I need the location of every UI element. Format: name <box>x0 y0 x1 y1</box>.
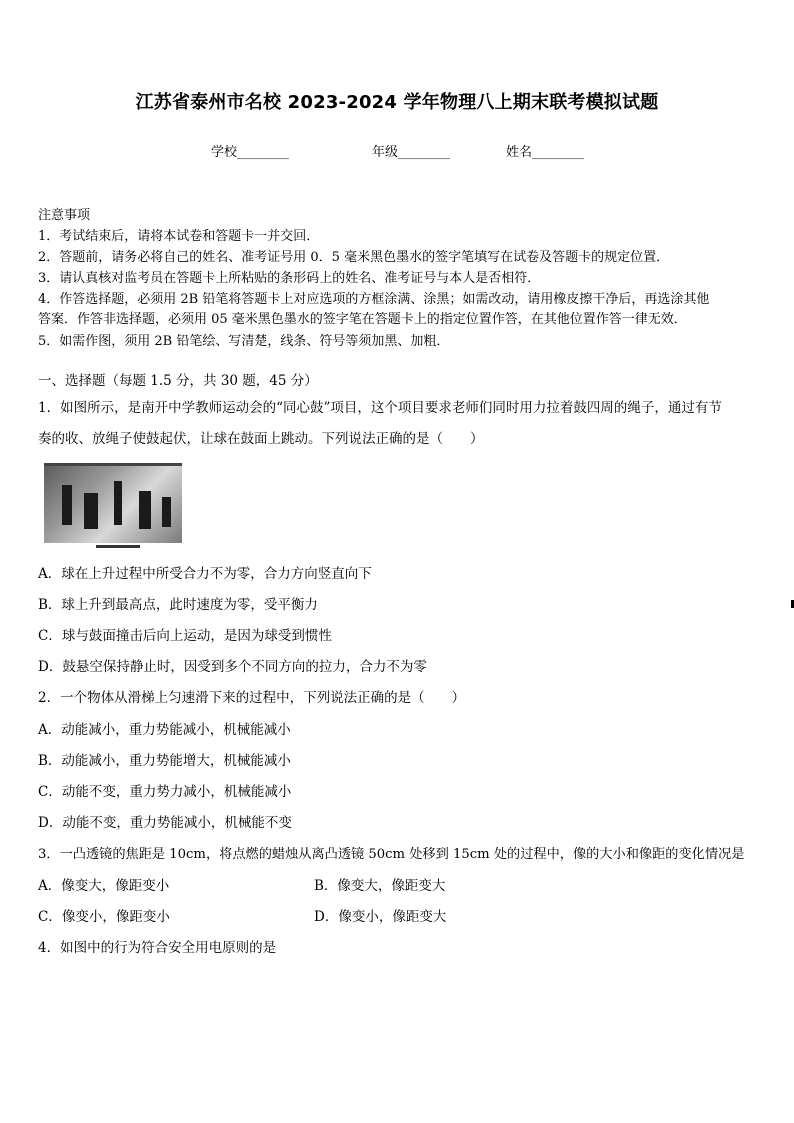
note-item: 2．答题前，请务必将自己的姓名、准考证号用 0．5 毫米黑色墨水的签字笔填写在试卷及答题卡的规定位置． <box>38 250 670 265</box>
question-3-option-b[interactable]: B．像变大，像距变大 <box>314 878 446 894</box>
question-1-option-a[interactable]: A．球在上升过程中所受合力不为零，合力方向竖直向下 <box>38 566 372 582</box>
question-1-stem-cont: 奏的收、放绳子使鼓起伏，让球在鼓面上跳动。下列说法正确的是（ ） <box>38 431 484 447</box>
question-1-stem: 1．如图所示，是南开中学教师运动会的“同心鼓”项目，这个项目要求老师们同时用力拉着鼓四周的绳子，通过有节 <box>38 400 722 416</box>
photo-caption-mark <box>96 545 140 548</box>
note-item: 3．请认真核对监考员在答题卡上所粘贴的条形码上的姓名、准考证号与本人是否相符． <box>38 271 541 286</box>
note-item: 答案．作答非选择题，必须用 05 毫米黑色墨水的签字笔在答题卡上的指定位置作答，在其他位置作答一律无效． <box>38 312 687 327</box>
school-field[interactable]: 学校________ <box>211 145 290 160</box>
note-item: 5．如需作图，须用 2B 铅笔绘、写清楚，线条、符号等须加黑、加粗． <box>38 334 450 349</box>
question-3-option-c[interactable]: C．像变小，像距变小 <box>38 909 170 925</box>
note-item: 1．考试结束后，请将本试卷和答题卡一并交回． <box>38 229 320 244</box>
question-2-option-b[interactable]: B．动能减小，重力势能增大，机械能减小 <box>38 753 291 769</box>
question-1-option-d[interactable]: D．鼓悬空保持静止时，因受到多个不同方向的拉力，合力不为零 <box>38 659 427 675</box>
grade-field[interactable]: 年级________ <box>372 145 451 160</box>
drum-photo <box>44 463 182 543</box>
note-item: 4．作答选择题，必须用 2B 铅笔将答题卡上对应选项的方框涂满、涂黑；如需改动，请用橡皮擦干净后，再选涂其他 <box>38 292 710 307</box>
notes-heading: 注意事项 <box>38 208 91 223</box>
question-3-stem: 3．一凸透镜的焦距是 10cm，将点燃的蜡烛从离凸透镜 50cm 处移到 15cm 处的过程中，像的大小和像距的变化情况是 <box>38 847 745 862</box>
question-2-option-d[interactable]: D．动能不变，重力势能减小，机械能不变 <box>38 815 292 831</box>
section-heading: 一、选择题（每题 1.5 分，共 30 题，45 分） <box>38 373 318 389</box>
question-2-stem: 2．一个物体从滑梯上匀速滑下来的过程中，下列说法正确的是（ ） <box>38 690 466 706</box>
name-field[interactable]: 姓名________ <box>506 145 585 160</box>
question-2-option-c[interactable]: C．动能不变，重力势力减小，机械能减小 <box>38 784 292 800</box>
page-title: 江苏省泰州市名校 2023-2024 学年物理八上期末联考模拟试题 <box>135 92 659 113</box>
question-1-option-b[interactable]: B．球上升到最高点，此时速度为零，受平衡力 <box>38 597 318 613</box>
question-2-option-a[interactable]: A．动能减小，重力势能减小，机械能减小 <box>38 722 291 738</box>
question-1-option-c[interactable]: C．球与鼓面撞击后向上运动，是因为球受到惯性 <box>38 628 332 644</box>
question-4-stem: 4．如图中的行为符合安全用电原则的是 <box>38 940 277 956</box>
question-3-option-a[interactable]: A．像变大，像距变小 <box>38 878 170 894</box>
question-3-option-d[interactable]: D．像变小，像距变大 <box>314 909 447 925</box>
